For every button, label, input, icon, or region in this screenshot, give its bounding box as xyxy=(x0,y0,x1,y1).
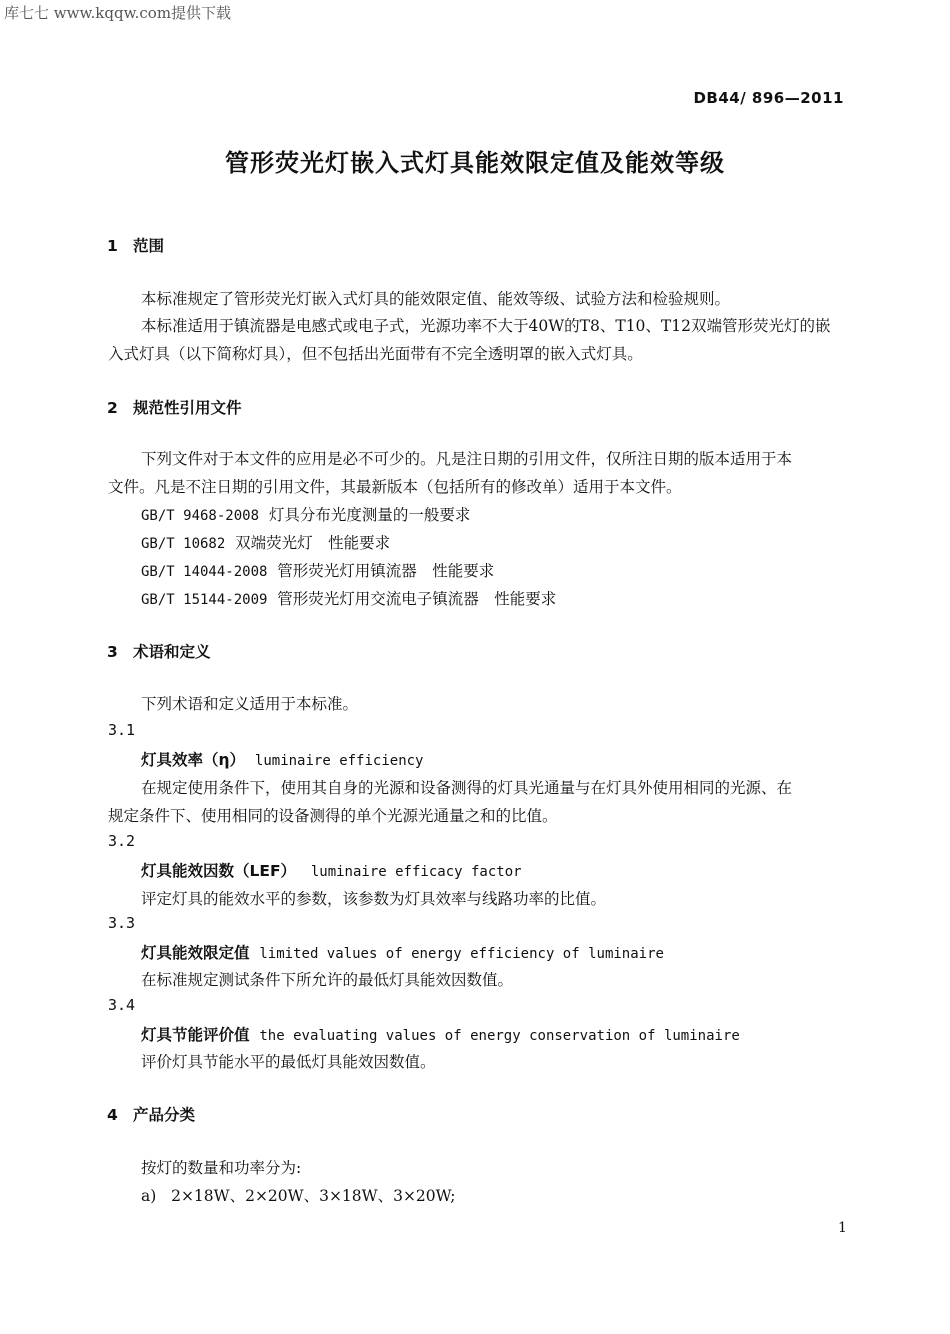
term-definition: 评价灯具节能水平的最低灯具能效因数值。 xyxy=(141,1053,436,1071)
paragraph: 下列文件对于本文件的应用是必不可少的。凡是注日期的引用文件，仅所注日期的版本适用于本 xyxy=(141,450,793,468)
section-4-heading xyxy=(107,1103,195,1125)
reference-code: GB/T 14044-2008 xyxy=(141,564,268,580)
section-1-heading xyxy=(107,234,164,256)
section-number: 2 xyxy=(107,399,118,417)
clause-number: 3.1 xyxy=(108,721,136,739)
reference-item xyxy=(141,531,390,553)
section-title: 产品分类 xyxy=(133,1106,196,1124)
page-number: 1 xyxy=(838,1220,847,1236)
reference-code: GB/T 9468-2008 xyxy=(141,508,260,524)
term-definition: 在标准规定测试条件下所允许的最低灯具能效因数值。 xyxy=(141,971,514,989)
reference-title: 管形荧光灯用交流电子镇流器 性能要求 xyxy=(277,590,557,608)
list-item xyxy=(141,1184,455,1206)
term-chinese: 灯具能效限定值 xyxy=(141,944,250,962)
term-chinese: 灯具能效因数（LEF） xyxy=(141,862,297,880)
paragraph: 下列术语和定义适用于本标准。 xyxy=(141,695,359,713)
list-item-text: 2×18W、2×20W、3×18W、3×20W; xyxy=(171,1187,456,1205)
paragraph: 本标准规定了管形荧光灯嵌入式灯具的能效限定值、能效等级、试验方法和检验规则。 xyxy=(141,290,731,308)
clause-number: 3.2 xyxy=(108,832,136,850)
reference-title: 灯具分布光度测量的一般要求 xyxy=(268,506,471,524)
paragraph: 本标准适用于镇流器是电感式或电子式，光源功率不大于40W的T8、T10、T12双端管形荧光灯的嵌 xyxy=(141,317,831,335)
reference-code: GB/T 10682 xyxy=(141,536,226,552)
list-marker: a) xyxy=(141,1187,157,1205)
clause-number: 3.3 xyxy=(108,914,136,932)
term-chinese: 灯具效率（η） xyxy=(141,751,246,769)
section-3-heading xyxy=(107,640,211,662)
section-2-heading xyxy=(107,396,242,418)
section-title: 规范性引用文件 xyxy=(133,399,242,417)
reference-item xyxy=(141,503,470,525)
term-english: luminaire efficacy factor xyxy=(310,864,522,880)
paragraph-continuation: 入式灯具（以下简称灯具），但不包括出光面带有不完全透明罩的嵌入式灯具。 xyxy=(108,345,643,363)
section-number: 4 xyxy=(107,1106,118,1124)
section-title: 范围 xyxy=(133,237,165,255)
section-title: 术语和定义 xyxy=(133,643,211,661)
reference-item xyxy=(141,587,556,609)
term-definition-continuation: 规定条件下、使用相同的设备测得的单个光源光通量之和的比值。 xyxy=(108,807,558,825)
reference-title: 双端荧光灯 性能要求 xyxy=(235,534,391,552)
reference-item xyxy=(141,559,494,581)
term-heading xyxy=(141,748,423,770)
term-definition: 在规定使用条件下，使用其自身的光源和设备测得的灯具光通量与在灯具外使用相同的光源、在 xyxy=(141,779,793,797)
reference-code: GB/T 15144-2009 xyxy=(141,592,268,608)
term-heading xyxy=(141,859,522,881)
paragraph: 按灯的数量和功率分为: xyxy=(141,1159,302,1177)
term-heading xyxy=(141,941,664,963)
section-number: 1 xyxy=(107,237,118,255)
term-definition: 评定灯具的能效水平的参数，该参数为灯具效率与线路功率的比值。 xyxy=(141,890,607,908)
paragraph-continuation: 文件。凡是不注日期的引用文件，其最新版本（包括所有的修改单）适用于本文件。 xyxy=(108,478,682,496)
reference-title: 管形荧光灯用镇流器 性能要求 xyxy=(277,562,495,580)
watermark-text: 库七七 www.kqqw.com提供下载 xyxy=(4,4,232,22)
section-number: 3 xyxy=(107,643,118,661)
term-english: limited values of energy efficiency of luminaire xyxy=(259,946,664,962)
term-chinese: 灯具节能评价值 xyxy=(141,1026,250,1044)
term-english: the evaluating values of energy conservation of luminaire xyxy=(259,1028,740,1044)
clause-number: 3.4 xyxy=(108,996,136,1014)
document-title: 管形荧光灯嵌入式灯具能效限定值及能效等级 xyxy=(225,149,725,177)
standard-number: DB44/ 896—2011 xyxy=(693,89,844,107)
term-english: luminaire efficiency xyxy=(254,753,424,769)
term-heading xyxy=(141,1023,740,1045)
